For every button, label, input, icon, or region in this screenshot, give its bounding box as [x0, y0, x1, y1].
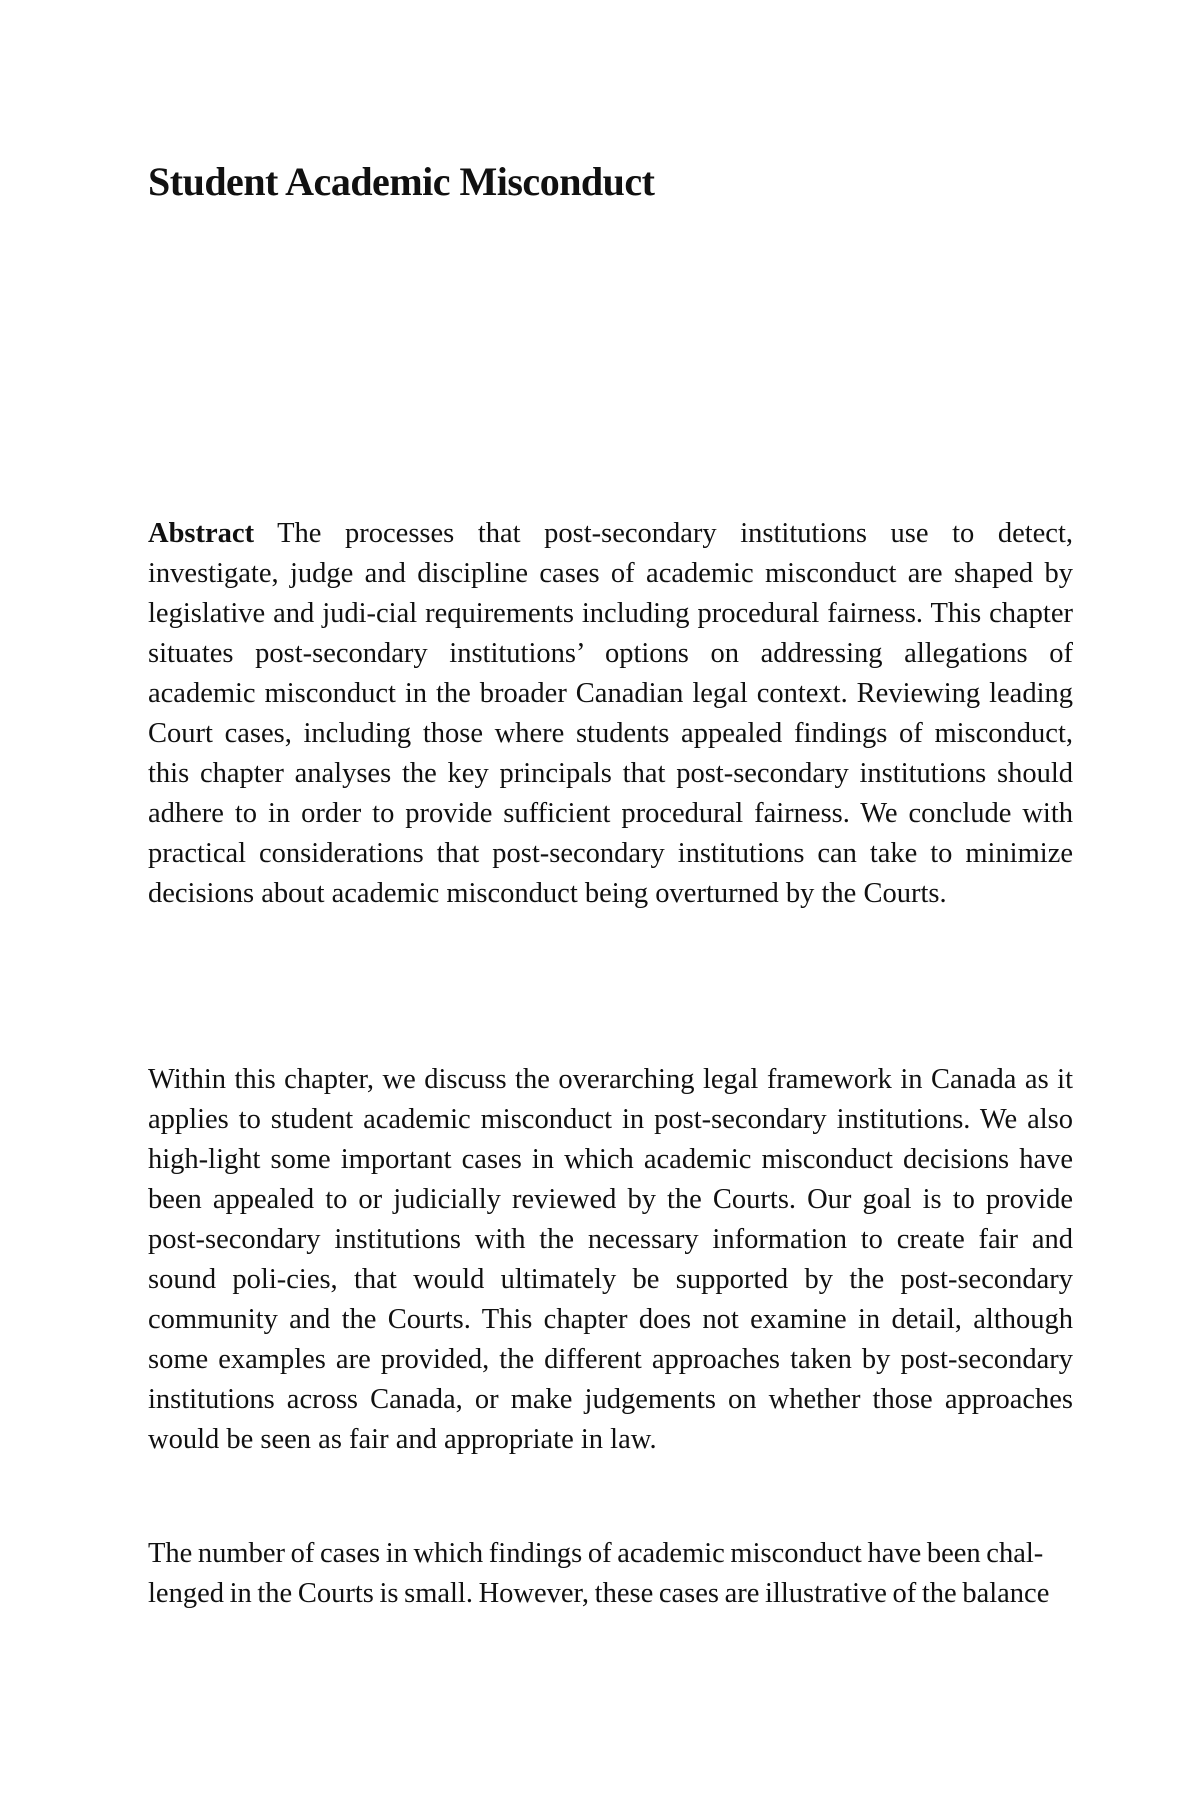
chapter-title: Student Academic Misconduct	[148, 159, 655, 204]
body-paragraph-cases: The number of cases in which findings of academic misconduct have been chal-lenged in the Courts is small. However, these cases are illustrative of the balance	[148, 1538, 1050, 1609]
abstract-paragraph	[148, 514, 1073, 914]
abstract-text: The processes that post-secondary institutions use to detect, investigate, judge and discipline cases of academic misconduct are shaped by legislative and judi-cial requirements including procedural fairness. This chapter situates post-secondary institutions’ options on addressing allegations of academic misconduct in the broader Canadian legal context. Reviewing leading Court cases, including those where students appealed findings of misconduct, this chapter analyses the key principals that post-secondary institutions should adhere to in order to provide sufficient procedural fairness. We conclude with practical considerations that post-secondary institutions can take to minimize decisions about academic misconduct being overturned by the Courts.	[148, 518, 1073, 909]
body-paragraph-intro: Within this chapter, we discuss the overarching legal framework in Canada as it applies to student academic misconduct in post-secondary institutions. We also high-light some important cases in which academic misconduct decisions have been appealed to or judicially reviewed by the Courts. Our goal is to provide post-secondary institutions with the necessary information to create fair and sound poli-cies, that would ultimately be supported by the post-secondary community and the Courts. This chapter does not examine in detail, although some examples are provided, the different approaches taken by post-secondary institutions across Canada, or make judgements on whether those approaches would be seen as fair and appropriate in law.	[148, 1064, 1073, 1455]
abstract-label: Abstract	[148, 518, 255, 549]
